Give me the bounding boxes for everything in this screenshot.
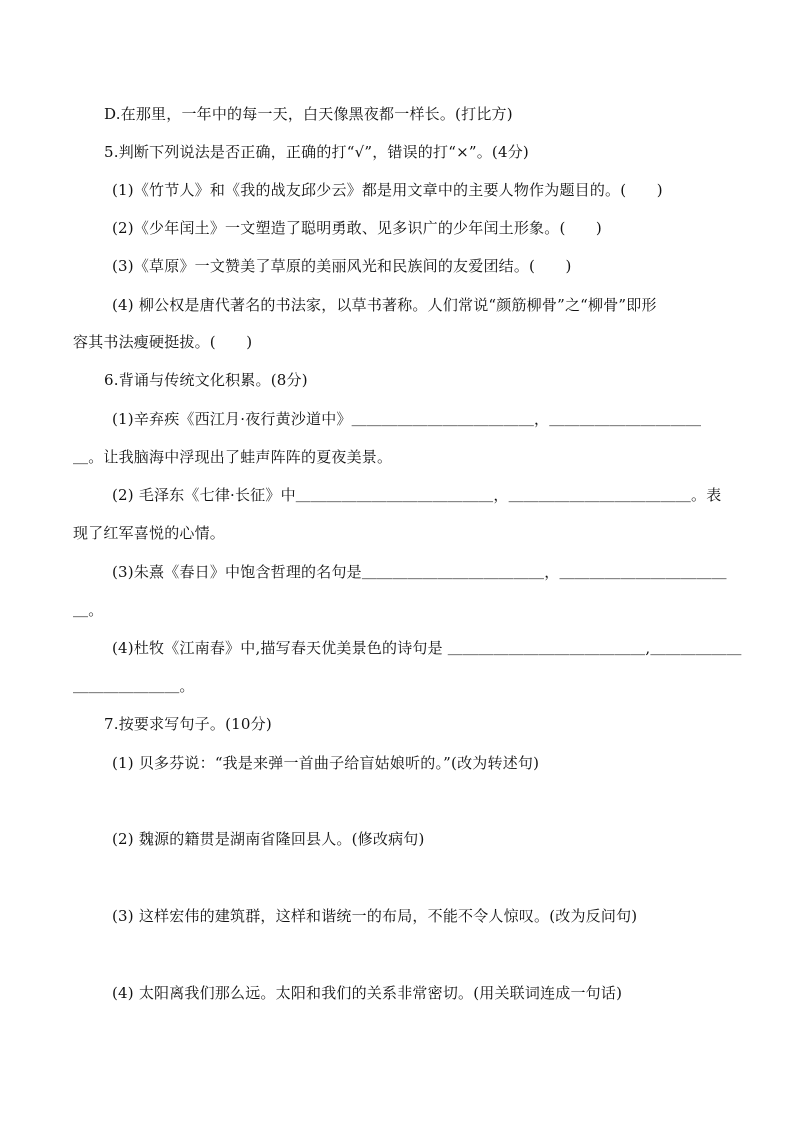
question-6-item-3-line-1: (3)朱熹《春日》中饱含哲理的名句是＿＿＿＿＿＿＿＿＿＿＿＿，＿＿＿＿＿＿＿＿＿＿＿	[112, 563, 727, 581]
question-6-item-4-line-1: (4)杜牧《江南春》中,描写春天优美景色的诗句是 ＿＿＿＿＿＿＿＿＿＿＿＿＿,＿＿＿＿＿＿	[112, 639, 742, 657]
question-6-item-2-line-1: (2) 毛泽东《七律·长征》中＿＿＿＿＿＿＿＿＿＿＿＿＿，＿＿＿＿＿＿＿＿＿＿＿＿。表	[112, 486, 722, 504]
question-7-item-1: (1) 贝多芬说：“我是来弹一首曲子给盲姑娘听的。”(改为转述句)	[112, 754, 540, 772]
question-5-item-4-line-1: (4) 柳公权是唐代著名的书法家，以草书著称。人们常说“颜筋柳骨”之“柳骨”即形	[112, 296, 657, 314]
question-7-item-3: (3) 这样宏伟的建筑群，这样和谐统一的布局，不能不令人惊叹。(改为反问句)	[112, 907, 638, 925]
question-6-item-4-line-2: ＿＿＿＿＿＿＿。	[73, 677, 195, 695]
question-5-item-3: (3)《草原》一文赞美了草原的美丽风光和民族间的友爱团结。( )	[112, 257, 572, 275]
question-5-title: 5.判断下列说法是否正确，正确的打“√”，错误的打“×”。(4分)	[104, 143, 529, 161]
question-6-item-1-line-1: (1)辛弃疾《西江月·夜行黄沙道中》＿＿＿＿＿＿＿＿＿＿＿＿，＿＿＿＿＿＿＿＿＿＿	[112, 410, 702, 428]
question-5-item-4-line-2: 容其书法瘦硬挺拔。( )	[73, 333, 253, 351]
question-5-item-1: (1)《竹节人》和《我的战友邱少云》都是用文章中的主要人物作为题目的。( )	[112, 181, 663, 199]
question-6-item-3-line-2: ＿。	[73, 601, 104, 619]
question-6-title: 6.背诵与传统文化积累。(8分)	[104, 371, 308, 389]
question-7-item-2: (2) 魏源的籍贯是湖南省隆回县人。(修改病句)	[112, 830, 425, 848]
question-5-item-2: (2)《少年闰土》一文塑造了聪明勇敢、见多识广的少年闰土形象。( )	[112, 219, 602, 237]
question-7-item-4: (4) 太阳离我们那么远。太阳和我们的关系非常密切。(用关联词连成一句话)	[112, 984, 623, 1002]
option-d-line: D.在那里，一年中的每一天，白天像黑夜都一样长。(打比方)	[104, 105, 513, 123]
question-7-title: 7.按要求写句子。(10分)	[104, 715, 272, 733]
question-6-item-2-line-2: 现了红军喜悦的心情。	[73, 524, 226, 542]
question-6-item-1-line-2: ＿。让我脑海中浮现出了蛙声阵阵的夏夜美景。	[73, 448, 393, 466]
